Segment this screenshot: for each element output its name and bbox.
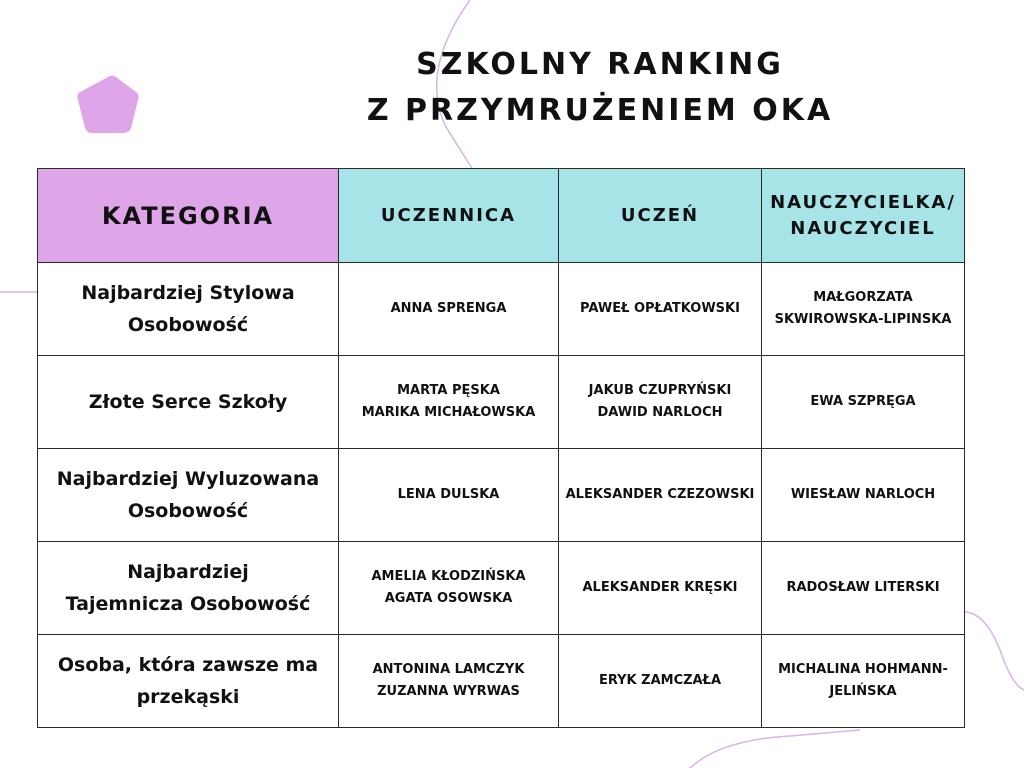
winner-name: JELIŃSKA — [829, 684, 897, 699]
decorative-pentagon — [77, 76, 138, 134]
teacher-cell — [762, 542, 965, 635]
winner-name: MARIKA MICHAŁOWSKA — [361, 405, 536, 420]
title-line-1: SZKOLNY RANKING — [416, 47, 784, 82]
winner-name: MAŁGORZATA — [813, 290, 913, 305]
category-cell — [38, 356, 339, 449]
category-text: Tajemnicza Osobowość — [65, 593, 311, 615]
category-text: Najbardziej Stylowa — [81, 282, 295, 304]
category-cell — [38, 263, 339, 356]
winner-name: SKWIROWSKA-LIPINSKA — [774, 312, 952, 327]
winner-name: DAWID NARLOCH — [597, 405, 723, 420]
header-teacher-line-2: NAUCZYCIEL — [790, 217, 936, 239]
winner-name: ZUZANNA WYRWAS — [377, 684, 520, 699]
header-teacher-line-1: NAUCZYCIELKA/ — [770, 191, 956, 213]
winner-name: EWA SZPRĘGA — [810, 394, 916, 409]
student-male-cell — [559, 356, 762, 449]
teacher-cell — [762, 263, 965, 356]
table-header-row — [38, 169, 965, 263]
category-text: Najbardziej — [127, 561, 249, 583]
table-row — [38, 635, 965, 728]
winner-name: ANTONINA LAMCZYK — [372, 662, 525, 677]
winner-name: AGATA OSOWSKA — [384, 591, 513, 606]
student-female-cell — [339, 356, 559, 449]
student-male-cell — [559, 449, 762, 542]
header-student-male: UCZEŃ — [559, 169, 762, 263]
category-text: Osobowość — [127, 500, 249, 522]
category-text: Najbardziej Wyluzowana — [56, 468, 320, 490]
student-male-cell — [559, 542, 762, 635]
page-title — [290, 42, 910, 134]
student-female-cell — [339, 263, 559, 356]
category-text: Osoba, która zawsze ma — [57, 654, 319, 676]
header-category: KATEGORIA — [38, 169, 339, 263]
category-cell — [38, 449, 339, 542]
header-teacher — [762, 169, 965, 263]
category-text: Osobowość — [127, 314, 249, 336]
winner-name: MARTA PĘSKA — [397, 383, 500, 398]
category-text: przekąski — [136, 686, 240, 708]
winner-name: RADOSŁAW LITERSKI — [786, 580, 940, 595]
student-female-cell — [339, 449, 559, 542]
teacher-cell — [762, 635, 965, 728]
header-student-female: UCZENNICA — [339, 169, 559, 263]
winner-name: MICHALINA HOHMANN- — [778, 662, 948, 677]
teacher-cell — [762, 449, 965, 542]
student-male-cell — [559, 263, 762, 356]
table-row — [38, 449, 965, 542]
student-female-cell — [339, 635, 559, 728]
winner-name: ALEKSANDER CZEZOWSKI — [565, 487, 755, 502]
winner-name: LENA DULSKA — [397, 487, 500, 502]
table-row — [38, 263, 965, 356]
student-male-cell — [559, 635, 762, 728]
student-female-cell — [339, 542, 559, 635]
category-cell — [38, 635, 339, 728]
category-text: Złote Serce Szkoły — [88, 391, 288, 413]
winner-name: WIESŁAW NARLOCH — [790, 487, 936, 502]
ranking-table — [37, 168, 965, 728]
winner-name: JAKUB CZUPRYŃSKI — [588, 383, 732, 398]
winner-name: AMELIA KŁODZIŃSKA — [371, 569, 526, 584]
title-line-2: Z PRZYMRUŻENIEM OKA — [366, 93, 834, 128]
winner-name: ALEKSANDER KRĘSKI — [582, 580, 738, 595]
table-row — [38, 356, 965, 449]
decorative-curve-bottom — [690, 730, 860, 768]
decorative-curve-right — [964, 612, 1024, 690]
winner-name: ANNA SPRENGA — [390, 301, 507, 316]
table-row — [38, 542, 965, 635]
category-cell — [38, 542, 339, 635]
teacher-cell — [762, 356, 965, 449]
winner-name: PAWEŁ OPŁATKOWSKI — [580, 301, 740, 316]
winner-name: ERYK ZAMCZAŁA — [598, 673, 722, 688]
